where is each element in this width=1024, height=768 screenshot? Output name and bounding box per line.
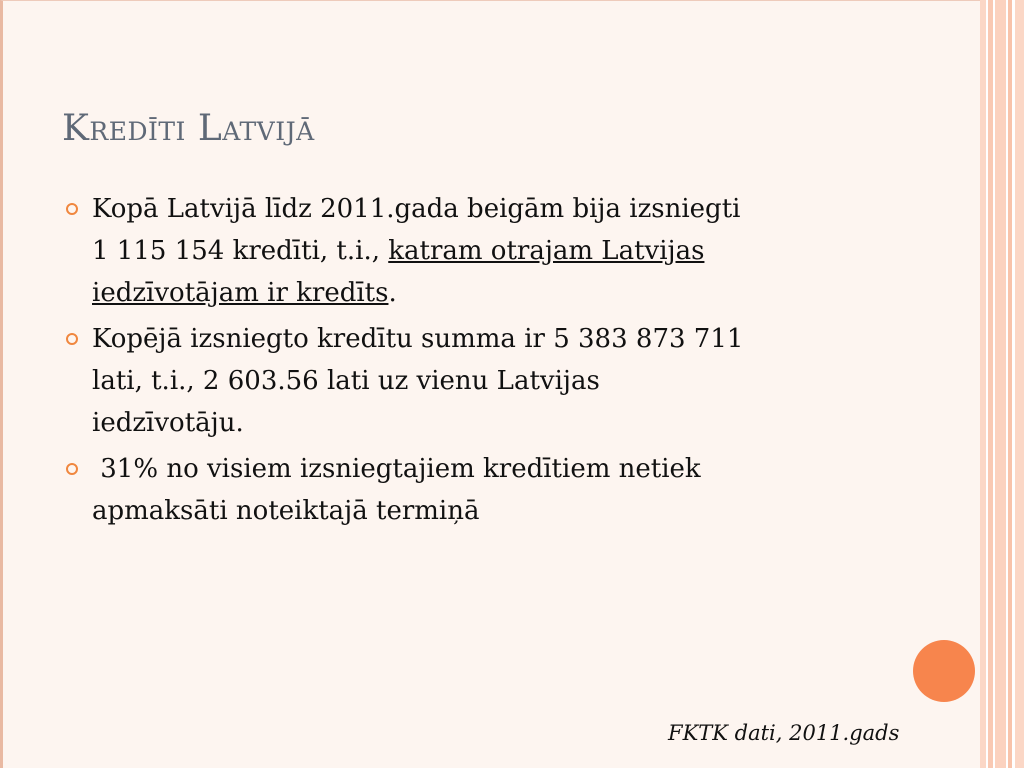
bullet-text: 31% no visiem izsniegtajiem kredītiem netiek [92, 454, 701, 484]
bullet-circle-icon [66, 463, 78, 475]
bullet-text: lati, t.i., 2 603.56 lati uz vienu Latvijas [92, 366, 600, 396]
bullet-item [66, 318, 866, 444]
bullet-emphasis: katram otrajam Latvijas [388, 236, 705, 266]
decorative-stripe [1015, 0, 1024, 768]
bullet-text: 1 115 154 kredīti, t.i., [92, 236, 389, 266]
bullet-circle-icon [66, 333, 78, 345]
bullet-item [66, 448, 866, 532]
decorative-circle [913, 640, 975, 702]
decorative-stripe [995, 0, 1006, 768]
bullet-text: apmaksāti noteiktajā termiņā [92, 496, 480, 526]
bullet-circle-icon [66, 203, 78, 215]
source-caption: FKTK dati, 2011.gads [668, 721, 900, 745]
bullet-emphasis: iedzīvotājam ir kredīts [92, 278, 389, 308]
bullet-text: iedzīvotāju. [92, 408, 244, 438]
bullet-text: . [388, 278, 397, 308]
slide-title: Kredīti Latvijā [62, 108, 315, 149]
bullet-text: Kopējā izsniegto kredītu summa ir 5 383 873 711 [92, 324, 744, 354]
bullet-list [66, 188, 866, 536]
bullet-text: Kopā Latvijā līdz 2011.gada beigām bija izsniegti [92, 194, 741, 224]
bullet-item [66, 188, 866, 314]
